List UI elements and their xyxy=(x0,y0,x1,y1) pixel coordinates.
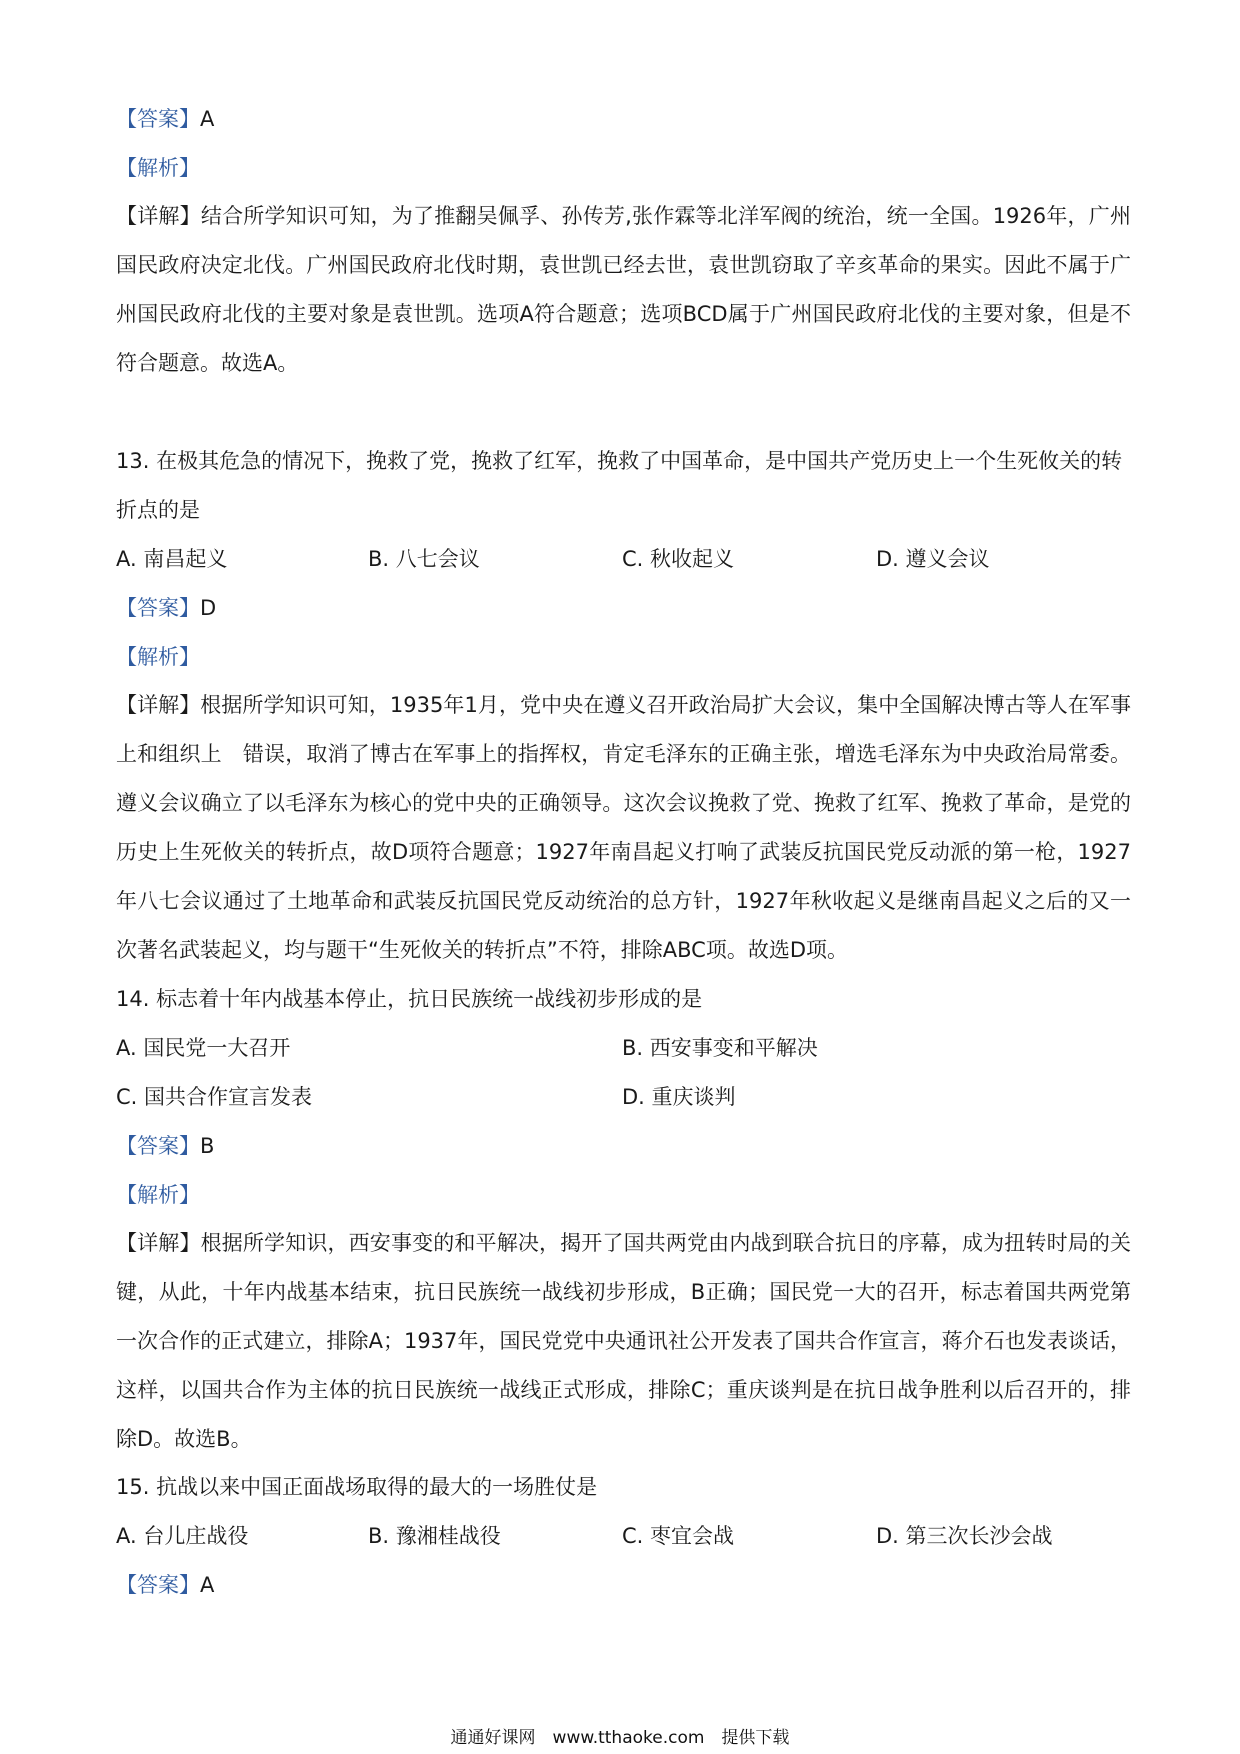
q13-option-d: D. 遵义会议 xyxy=(876,547,990,571)
answer-tag: 【答案】 xyxy=(116,107,200,131)
q14-option-c: C. 国共合作宣言发表 xyxy=(116,1085,313,1109)
answer-line xyxy=(116,104,1136,134)
q13-option-c: C. 秋收起义 xyxy=(622,547,735,571)
q14-analysis-tag: 【解析】 xyxy=(116,1183,200,1207)
q13-answer-tag: 【答案】 xyxy=(116,596,200,620)
analysis-line xyxy=(116,153,1136,183)
q13-analysis-line xyxy=(116,642,1136,672)
q14-option-b: B. 西安事变和平解决 xyxy=(622,1036,818,1060)
q14-answer-tag: 【答案】 xyxy=(116,1134,200,1158)
q14-detail-paragraph xyxy=(116,1219,1131,1464)
page-footer: 通通好课网 www.tthaoke.com 提供下载 xyxy=(450,1728,790,1748)
question-15-stem: 15. 抗战以来中国正面战场取得的最大的一场胜仗是 xyxy=(116,1475,598,1499)
detail-paragraph xyxy=(116,192,1131,388)
q15-option-d: D. 第三次长沙会战 xyxy=(876,1524,1053,1548)
q13-detail-paragraph xyxy=(116,681,1131,975)
q13-option-b: B. 八七会议 xyxy=(368,547,480,571)
q15-answer-value: A xyxy=(200,1573,215,1597)
q15-option-c: C. 枣宜会战 xyxy=(622,1524,735,1548)
q14-answer-value: B xyxy=(200,1134,215,1158)
question-14-stem: 14. 标志着十年内战基本停止，抗日民族统一战线初步形成的是 xyxy=(116,987,703,1011)
question-13-stem: 13. 在极其危急的情况下，挽救了党，挽救了红军，挽救了中国革命，是中国共产党历史上一个生死攸关的转折点的是 xyxy=(116,449,1123,522)
q14-detail-tag: 【详解】 xyxy=(116,1231,201,1255)
q15-option-b: B. 豫湘桂战役 xyxy=(368,1524,501,1548)
q14-answer-line xyxy=(116,1131,1136,1161)
analysis-tag: 【解析】 xyxy=(116,156,200,180)
q14-option-a: A. 国民党一大召开 xyxy=(116,1036,291,1060)
q13-analysis-tag: 【解析】 xyxy=(116,645,200,669)
q13-option-a: A. 南昌起义 xyxy=(116,547,228,571)
detail-text: 结合所学知识可知，为了推翻吴佩孚、孙传芳,张作霖等北洋军阀的统治，统一全国。1926年，广州国民政府决定北伐。广州国民政府北伐时期，袁世凯已经去世，袁世凯窃取了辛亥革命的果实。因此不属于广州国民政府北伐的主要对象是袁世凯。选项A符合题意；选项BCD属于广州国民政府北伐的主要对象，但是不符合题意。故选A。 xyxy=(116,204,1131,375)
q15-answer-line xyxy=(116,1570,1136,1600)
q14-option-d: D. 重庆谈判 xyxy=(622,1085,736,1109)
answer-value: A xyxy=(200,107,215,131)
q13-detail-tag: 【详解】 xyxy=(116,693,201,717)
q15-answer-tag: 【答案】 xyxy=(116,1573,200,1597)
q13-answer-value: D xyxy=(200,596,217,620)
q14-detail-text: 根据所学知识，西安事变的和平解决，揭开了国共两党由内战到联合抗日的序幕，成为扭转时局的关键，从此，十年内战基本结束，抗日民族统一战线初步形成，B正确；国民党一大的召开，标志着国共两党第一次合作的正式建立，排除A；1937年，国民党党中央通讯社公开发表了国共合作宣言，蒋介石也发表谈话，这样，以国共合作为主体的抗日民族统一战线正式形成，排除C；重庆谈判是在抗日战争胜利以后召开的，排除D。故选B。 xyxy=(116,1231,1132,1451)
q15-option-a: A. 台儿庄战役 xyxy=(116,1524,249,1548)
q13-detail-text: 根据所学知识可知，1935年1月，党中央在遵义召开政治局扩大会议，集中全国解决博古等人在军事上和组织上 错误，取消了博古在军事上的指挥权，肯定毛泽东的正确主张，增选毛泽东为中央政治局常委。遵义会议确立了以毛泽东为核心的党中央的正确领导。这次会议挽救了党、挽救了红军、挽救了革命，是党的历史上生死攸关的转折点，故D项符合题意；1927年南昌起义打响了武装反抗国民党反动派的第一枪，1927年八七会议通过了土地革命和武装反抗国民党反动统治的总方针，1927年秋收起义是继南昌起义之后的又一次著名武装起义，均与题干“生死攸关的转折点”不符，排除ABC项。故选D项。 xyxy=(116,693,1131,962)
detail-tag: 【详解】 xyxy=(116,204,201,228)
q14-analysis-line xyxy=(116,1180,1136,1210)
q13-answer-line xyxy=(116,593,1136,623)
